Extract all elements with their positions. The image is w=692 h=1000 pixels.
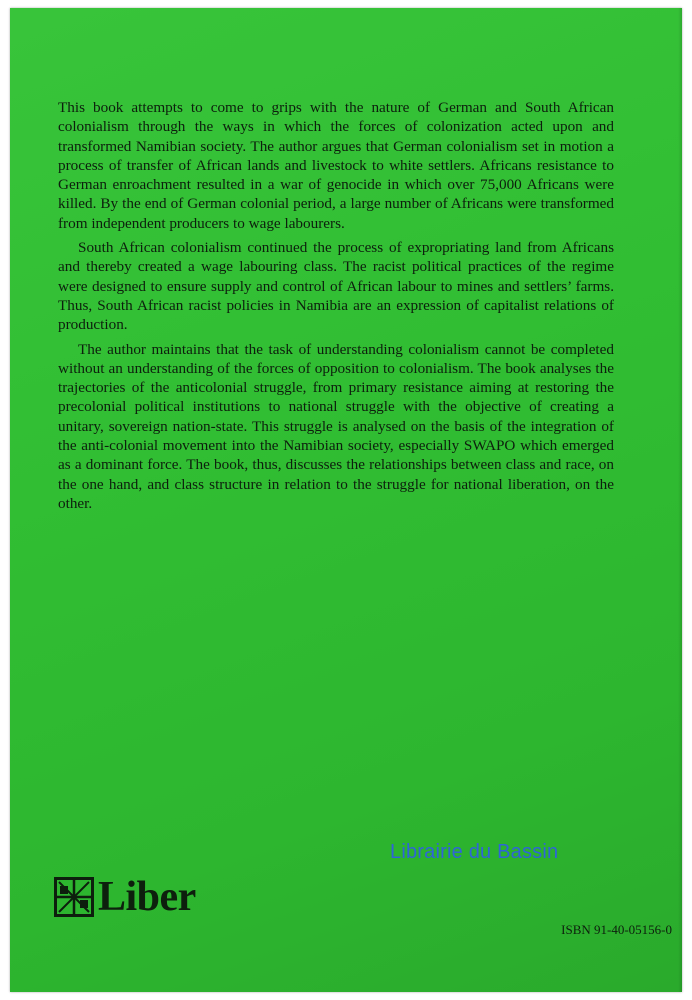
bookseller-watermark: Librairie du Bassin [390, 841, 559, 863]
blurb-paragraph-2: South African colonialism continued the process of expropriating land from Africans and thereby created a wage labouring class. The racist political practices of the regime were designed to ensure supply and control of African labour to mines and settlers’ farms. Thus, South African racist policies in Namibia are an expression of capitalist relations of production. [58, 239, 614, 334]
liber-logo-icon [54, 877, 94, 917]
publisher-logo [54, 876, 196, 918]
back-cover [10, 8, 682, 992]
blurb-paragraph-1: This book attempts to come to grips with the nature of German and South African colonialism through the ways in which the forces of colonization acted upon and transformed Namibian society. The author argues that German colonialism set in motion a process of transfer of African lands and livestock to white settlers. Africans resistance to German enroachment resulted in a war of genocide in which over 75,000 Africans were killed. By the end of German colonial period, a large number of Africans were transformed from independent producers to wage labourers. [58, 99, 614, 232]
cover-edge-shadow [678, 8, 682, 992]
blurb-paragraph-3: The author maintains that the task of understanding colonialism cannot be completed without an understanding of the forces of opposition to colonialism. The book analyses the trajectories of the anticolonial struggle, from primary resistance aiming at restoring the precolonial political institutions to national struggle with the objective of creating a unitary, sovereign nation-state. This struggle is analysed on the basis of the integration of the anti-colonial movement into the Namibian society, especially SWAPO which emerged as a dominant force. The book, thus, discusses the relationships between class and race, on the one hand, and class structure in relation to the struggle for national liberation, on the other. [58, 340, 614, 512]
blurb-text [58, 98, 614, 518]
publisher-name: Liber [98, 874, 196, 920]
isbn-number: ISBN 91-40-05156-0 [561, 922, 672, 937]
